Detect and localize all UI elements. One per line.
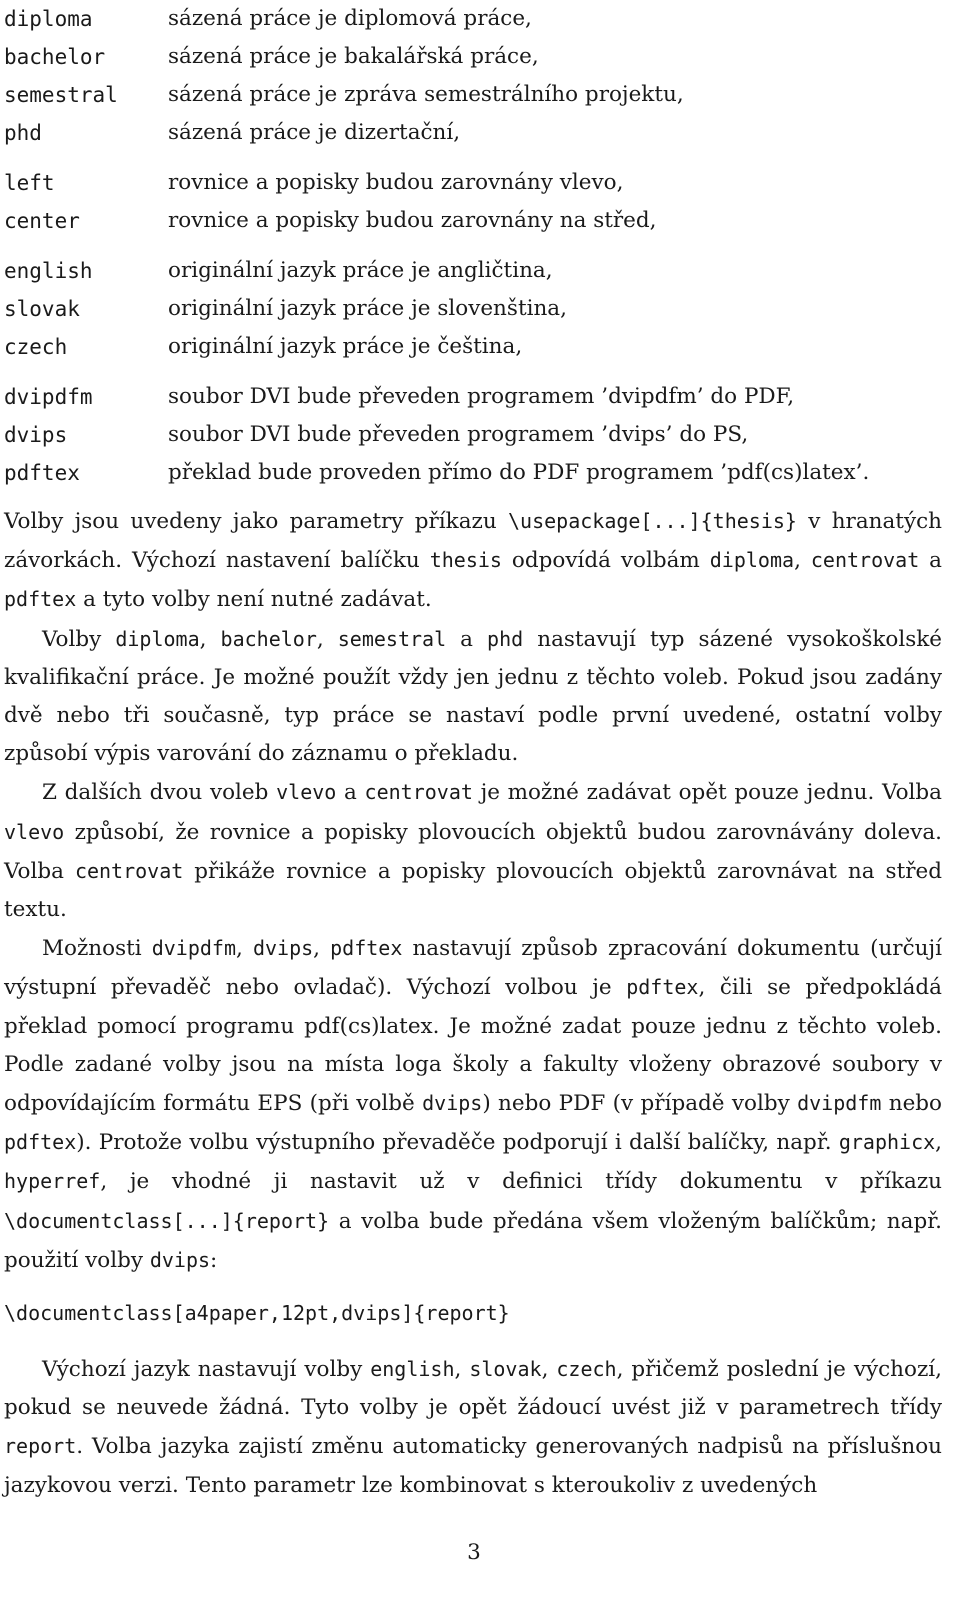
option-name: left bbox=[4, 171, 55, 195]
text-run: je možné zadávat opět pouze jednu. Volba bbox=[472, 780, 942, 806]
option-description: originální jazyk práce je angličtina, bbox=[168, 258, 553, 283]
inline-code: dvipdfm bbox=[797, 1091, 882, 1116]
paragraph bbox=[4, 620, 942, 774]
code-example: \documentclass[a4paper,12pt,dvips]{report} bbox=[4, 1301, 510, 1326]
text-run: , bbox=[794, 548, 811, 574]
text-run: Volby bbox=[42, 626, 116, 652]
page-number: 3 bbox=[467, 1540, 481, 1565]
text-run: nebo bbox=[881, 1091, 942, 1117]
option-description: originální jazyk práce je čeština, bbox=[168, 334, 523, 359]
option-name: diploma bbox=[4, 7, 93, 31]
option-description: soubor DVI bude převeden programem ’dvipdfm’ do PDF, bbox=[168, 384, 795, 409]
text-run: ). Protože volbu výstupního převaděče podporují i další balíčky, např. bbox=[76, 1130, 839, 1156]
option-group bbox=[4, 0, 942, 152]
text-run: Výchozí jazyk nastavují volby bbox=[42, 1357, 371, 1383]
option-row bbox=[4, 164, 942, 202]
inline-code: diploma bbox=[709, 548, 795, 573]
option-description: soubor DVI bude převeden programem ’dvips’ do PS, bbox=[168, 422, 749, 447]
option-group bbox=[4, 164, 942, 240]
text-run: , bbox=[935, 1130, 942, 1156]
inline-code: graphicx bbox=[838, 1130, 936, 1155]
option-name: english bbox=[4, 259, 93, 283]
text-run: , bbox=[541, 1357, 557, 1383]
paragraph bbox=[4, 502, 942, 620]
body-text bbox=[4, 502, 942, 1280]
option-row bbox=[4, 416, 942, 454]
inline-code: czech bbox=[556, 1357, 617, 1382]
document-page bbox=[4, 0, 942, 1505]
text-run: : bbox=[210, 1247, 218, 1273]
option-row bbox=[4, 454, 942, 492]
option-description: rovnice a popisky budou zarovnány vlevo, bbox=[168, 170, 624, 195]
inline-code: pdftex bbox=[330, 936, 403, 961]
inline-code: centrovat bbox=[364, 780, 473, 805]
text-run: , bbox=[236, 936, 253, 962]
text-run: v hranatých závorkách. Výchozí nastavení balíčku bbox=[4, 509, 942, 574]
option-description: sázená práce je bakalářská práce, bbox=[168, 44, 539, 69]
text-run: . Volba jazyka zajistí změnu automaticky generovaných nadpisů na příslušnou jazykovou verzi. Tento parametr lze kombinovat s kteroukoliv z uvedených bbox=[4, 1434, 942, 1498]
text-run: přikáže rovnice a popisky plovoucích objektů zarovnávat na střed textu. bbox=[4, 858, 942, 923]
text-run: a bbox=[336, 780, 365, 806]
option-row bbox=[4, 202, 942, 240]
option-name: dvipdfm bbox=[4, 385, 93, 409]
option-name: semestral bbox=[4, 83, 118, 107]
paragraph bbox=[4, 929, 942, 1280]
option-description: sázená práce je zpráva semestrálního projektu, bbox=[168, 82, 684, 107]
option-row bbox=[4, 38, 942, 76]
language-paragraph bbox=[4, 1350, 942, 1505]
text-run: odpovídá volbám bbox=[501, 548, 710, 574]
option-name: czech bbox=[4, 335, 68, 359]
inline-code: semestral bbox=[337, 626, 447, 651]
option-row bbox=[4, 114, 942, 152]
text-run: Volby jsou uvedeny jako parametry příkazu bbox=[4, 509, 508, 534]
text-run: nastavují způsob zpracování dokumentu (určují výstupní převaděč nebo ovladač). Výchozí volbou je bbox=[4, 936, 943, 1001]
option-name: pdftex bbox=[4, 461, 80, 485]
text-run: a tyto volby není nutné zadávat. bbox=[76, 587, 432, 613]
text-run: Z dalších dvou voleb bbox=[42, 780, 277, 806]
option-group bbox=[4, 252, 942, 366]
inline-code: english bbox=[370, 1357, 455, 1382]
inline-code: vlevo bbox=[4, 819, 65, 844]
inline-code: hyperref bbox=[4, 1169, 101, 1194]
option-description: sázená práce je dizertační, bbox=[168, 120, 461, 145]
option-description: originální jazyk práce je slovenština, bbox=[168, 296, 567, 321]
option-row bbox=[4, 0, 942, 38]
option-row bbox=[4, 252, 942, 290]
inline-code: dvips bbox=[149, 1247, 211, 1272]
option-name: dvips bbox=[4, 423, 68, 447]
text-run: a volba bude předána všem vloženým balíčkům; např. použití volby bbox=[4, 1208, 942, 1273]
text-run: , bbox=[313, 936, 331, 962]
inline-code: \usepackage[...]{thesis} bbox=[507, 509, 797, 533]
option-name: slovak bbox=[4, 297, 80, 321]
inline-code: pdftex bbox=[4, 587, 77, 612]
text-run: Možnosti bbox=[42, 936, 152, 962]
text-run: , je vhodné ji nastavit už v definici třídy dokumentu v příkazu bbox=[100, 1169, 942, 1195]
option-row bbox=[4, 378, 942, 416]
inline-code: vlevo bbox=[276, 780, 337, 805]
text-run: , čili se předpokládá překlad pomocí programu pdf(cs)latex. Je možné zadat pouze jednu z těchto voleb. Podle zadané volby jsou na místa loga školy a fakulty vloženy obrazové soubory v odpovídajícím formátu EPS (při volbě bbox=[4, 975, 942, 1117]
option-row bbox=[4, 290, 942, 328]
text-run: a bbox=[919, 548, 942, 574]
text-run: , bbox=[199, 626, 221, 652]
inline-code: bachelor bbox=[220, 626, 317, 651]
option-row bbox=[4, 328, 942, 366]
inline-code: pdftex bbox=[4, 1130, 77, 1155]
inline-code: slovak bbox=[469, 1357, 542, 1382]
inline-code: centrovat bbox=[74, 858, 184, 883]
inline-code: diploma bbox=[115, 626, 200, 651]
paragraph bbox=[4, 773, 942, 929]
inline-code: dvips bbox=[252, 936, 314, 961]
inline-code: pdftex bbox=[626, 975, 699, 1000]
text-run: ) nebo PDF (v případě volby bbox=[482, 1091, 798, 1117]
text-run: a bbox=[446, 626, 488, 652]
text-run: nastavují typ sázené vysokoškolské kvalifikační práce. Je možné použít vždy jen jednu z těchto voleb. Pokud jsou zadány dvě nebo tři současně, typ práce se nastaví podle první uvedené, ostatní volby způsobí výpis varování do záznamu o překladu. bbox=[4, 626, 942, 767]
inline-code: report bbox=[4, 1434, 77, 1459]
inline-code: thesis bbox=[429, 548, 502, 573]
inline-code: dvips bbox=[422, 1091, 483, 1116]
option-description: překlad bude proveden přímo do PDF programem ’pdf(cs)latex’. bbox=[168, 460, 870, 485]
option-name: phd bbox=[4, 121, 42, 145]
inline-code: centrovat bbox=[810, 548, 920, 573]
option-description: rovnice a popisky budou zarovnány na střed, bbox=[168, 208, 657, 233]
text-run: způsobí, že rovnice a popisky plovoucích objektů budou zarovnávány doleva. Volba bbox=[4, 819, 942, 884]
option-name: bachelor bbox=[4, 45, 106, 69]
text-run: , bbox=[316, 626, 338, 652]
option-group bbox=[4, 378, 942, 492]
text-run: , bbox=[454, 1357, 470, 1383]
inline-code: \documentclass[...]{report} bbox=[4, 1208, 330, 1233]
inline-code: phd bbox=[487, 626, 524, 651]
option-name: center bbox=[4, 209, 80, 233]
text-run: , přičemž poslední je výchozí, pokud se neuvede žádná. Tyto volby je opět žádoucí uvést již v parametrech třídy bbox=[4, 1357, 943, 1421]
inline-code: dvipdfm bbox=[151, 936, 237, 961]
option-row bbox=[4, 76, 942, 114]
option-list bbox=[4, 0, 942, 492]
option-description: sázená práce je diplomová práce, bbox=[168, 6, 532, 31]
